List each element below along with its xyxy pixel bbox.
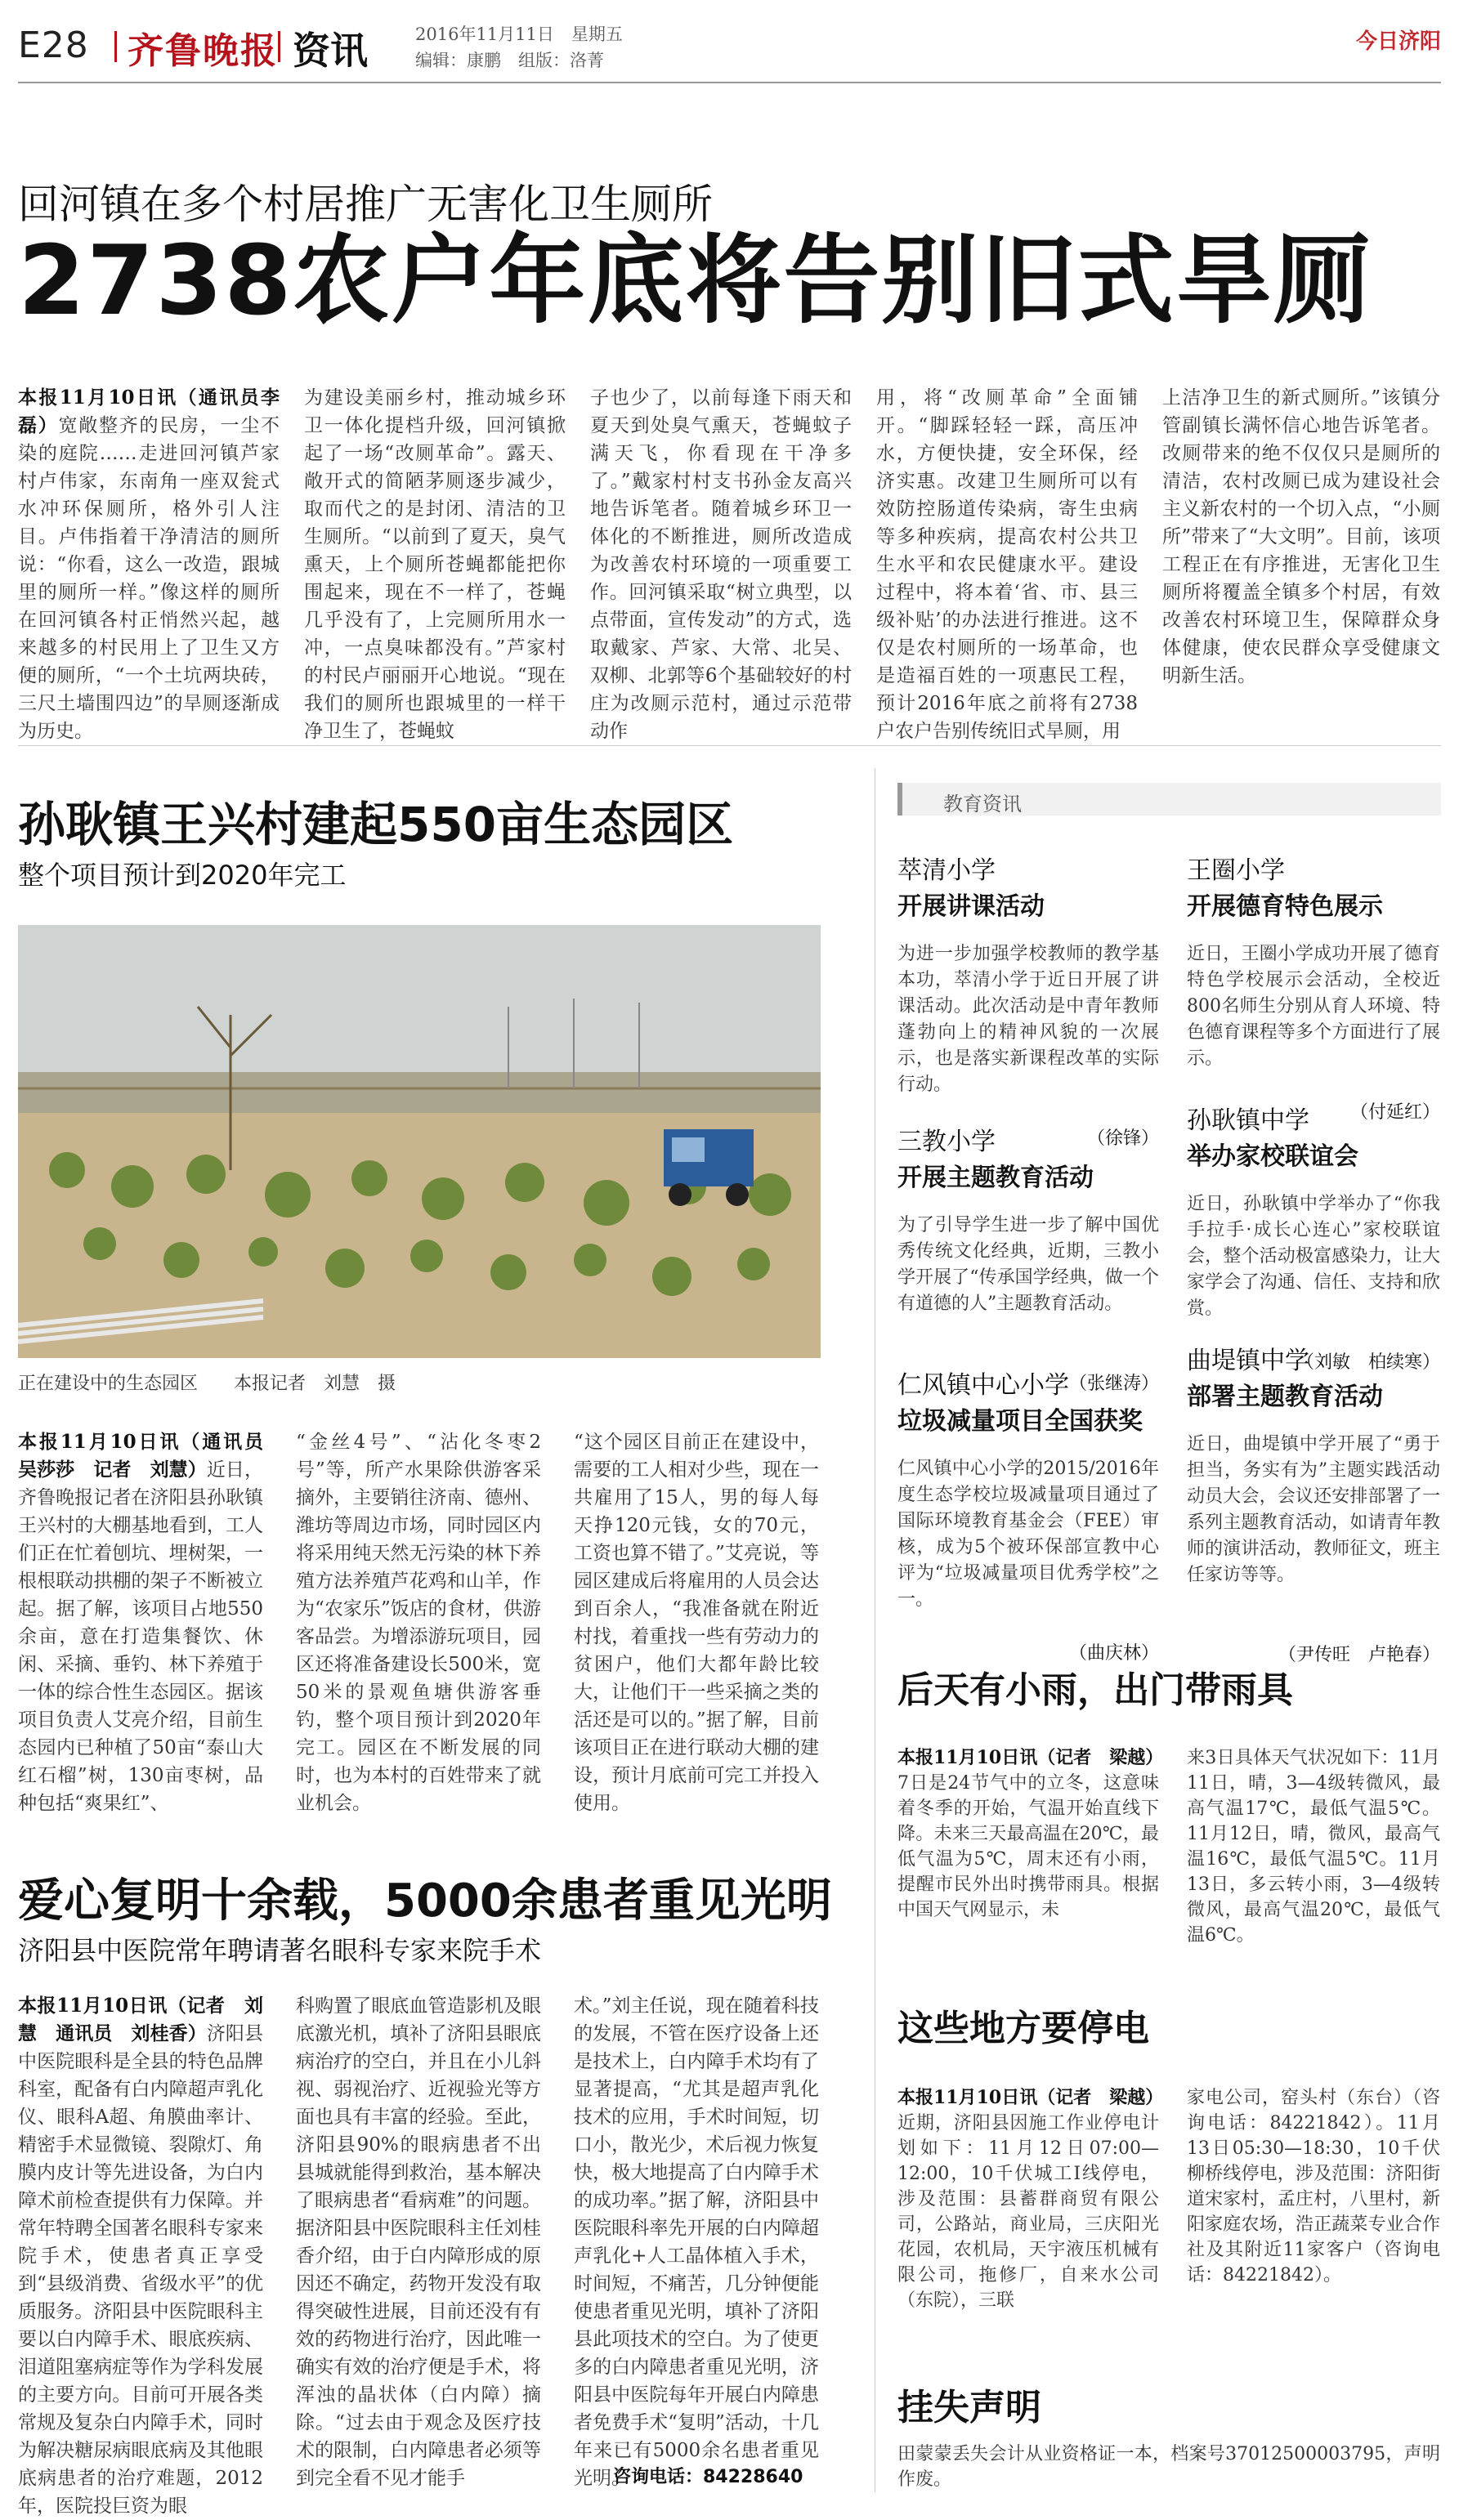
edu-item	[897, 850, 1159, 1150]
outage-column-2: 家电公司，窑头村（东台）（咨询电话：84221842）。11月13日05:30—18:30，10千伏柳桥线停电，涉及范围：济阳街道宋家村，孟庄村，八里村，新阳家庭农场，浩正蔬菜专业合作社及其附近11家客户（咨询电话：84221842）。	[1187, 2088, 1440, 2285]
edu-school: 仁风镇中心小学	[897, 1371, 1069, 1400]
edu-section-bar	[897, 783, 1441, 815]
story3-column-1: 本报11月10日讯（记者 刘慧 通讯员 刘桂香）济阳县中医院眼科是全县的特色品牌科室，配备有白内障超声乳化仪、眼科A超、角膜曲率计、精密手术显微镜、裂隙灯、角膜内皮计等先进设备，为白内障术前检查提供有力保障。并常年特聘全国著名眼科专家来院手术，使患者真正享受到“县级消费、省级水平”的优质服务。济阳县中医院眼科主要以白内障手术、眼底疾病、泪道阻塞病症等作为学科发展的主要方向。目前可开展各类常规及复杂白内障手术，同时为解决糖尿病眼底病及其他眼底病患者的治疗难题，2012年，医院投巨资为眼	[18, 1995, 264, 2517]
weather-headline: 后天有小雨，出门带雨具	[897, 1669, 1293, 1711]
edu-item	[1187, 1340, 1440, 1666]
outage-headline: 这些地方要停电	[897, 2008, 1149, 2049]
edu-byline: （张继涛）	[1068, 1374, 1159, 1394]
issue-date: 2016年11月11日 星期五	[415, 25, 623, 44]
story1-kicker: 回河镇在多个村居推广无害化卫生厕所	[18, 181, 713, 228]
eco-park-photo-image	[18, 925, 821, 1358]
edu-title: 垃圾减量项目全国获奖	[897, 1407, 1143, 1436]
story1-column-2: 为建设美丽乡村，推动城乡环卫一体化提档升级，回河镇掀起了一场“改厕革命”。露天、敞开式的简陋茅厕逐步减少，取而代之的是封闭、清洁的卫生厕所。“以前到了夏天，臭气熏天，上个厕所苍蝇都能把你围起来，现在不一样了，苍蝇几乎没有了，上完厕所用水一冲，一点臭味都没有。”芦家村的村民卢丽丽开心地说。“现在我们的厕所也跟城里的一样干净卫生了，苍蝇蚊	[304, 387, 566, 742]
section-title: 资讯	[293, 29, 368, 73]
photo-caption: 正在建设中的生态园区 本报记者 刘慧 摄	[18, 1374, 396, 1394]
story1-headline: 2738农户年底将告别旧式旱厕	[18, 224, 1372, 337]
edu-body: 近日，孙耿镇中学举办了“你我手拉手·成长心连心”家校联谊会，整个活动极富感染力，让大家学会了沟通、信任、支持和欣赏。	[1187, 1194, 1440, 1319]
notice-headline: 挂失声明	[897, 2387, 1041, 2428]
edu-title: 开展主题教育活动	[897, 1164, 1094, 1192]
edu-title: 部署主题教育活动	[1187, 1383, 1383, 1411]
edu-body: 近日，王圈小学成功开展了德育特色学校展示会活动，全校近800名师生分别从育人环境、特色德育课程等多个方面进行了展示。	[1187, 944, 1440, 1069]
edu-school: 孙耿镇中学	[1187, 1106, 1309, 1135]
edu-body: 为进一步加强学校教师的教学基本功，萃清小学于近日开展了讲课活动。此次活动是中青年教师蓬勃向上的精神风貌的一次展示，也是落实新课程改革的实际行动。	[897, 944, 1159, 1095]
edu-title: 举办家校联谊会	[1187, 1142, 1358, 1171]
story2-headline: 孙耿镇王兴村建起550亩生态园区	[18, 797, 734, 852]
section-rule	[18, 745, 1441, 746]
story1-column-5: 上洁净卫生的新式厕所。”该镇分管副镇长满怀信心地告诉笔者。改厕带来的绝不仅仅只是厕所的清洁，农村改厕已成为建设社会主义新农村的一个切入点，“小厕所”带来了“大文明”。目前，该项工程正在有序推进，无害化卫生厕所将覆盖全镇多个村居，有效改善农村环境卫生，保障群众身体健康，使农民群众享受健康文明新生活。	[1162, 387, 1440, 686]
edu-body: 近日，曲堤镇中学开展了“勇于担当，务实有为”主题实践活动动员大会，会议还安排部署了一系列主题教育活动，如请青年教师的演讲活动，教师征文，班主任家访等等。	[1187, 1434, 1440, 1585]
eco-park-photo	[18, 925, 821, 1358]
edu-school: 曲堤镇中学	[1187, 1347, 1309, 1375]
edu-school: 萃清小学	[897, 856, 996, 885]
story2-column-1: 本报11月10日讯（通讯员 吴莎莎 记者 刘慧）近日，齐鲁晚报记者在济阳县孙耿镇王兴村的大棚基地看到，工人们正在忙着刨坑、埋树架，一根根联动拱棚的架子不断被立起。据了解，该项目占地550余亩，意在打造集餐饮、休闲、采摘、垂钓、林下养殖于一体的综合性生态园区。据该项目负责人艾亮介绍，目前生态园内已种植了50亩“泰山大红石榴”树，130亩枣树，品种包括“爽果红”、	[18, 1431, 282, 1814]
masthead-rule	[18, 82, 1441, 83]
edu-body: 为了引导学生进一步了解中国优秀传统文化经典，近期，三教小学开展了“传承国学经典，做一个有道德的人”主题教育活动。	[897, 1215, 1159, 1314]
story1-column-4: 用，将“改厕革命”全面铺开。“脚踩轻轻一踩，高压冲水，方便快捷，安全环保，经济实惠。改建卫生厕所可以有效防控肠道传染病，寄生虫病等多种疾病，提高农村公共卫生水平和农民健康水平。建设过程中，将本着‘省、市、县三级补贴’的办法进行推进。这不仅是农村厕所的一场革命，也是造福百姓的一项惠民工程，预计2016年底之前将有2738户农户告别传统旧式旱厕，用	[876, 387, 1138, 742]
edu-item	[897, 1121, 1159, 1395]
story3-subhead: 济阳县中医院常年聘请著名眼科专家来院手术	[18, 1935, 542, 1966]
edu-byline: （刘敏 柏续寒）	[1296, 1352, 1440, 1373]
page-number: E28	[18, 25, 89, 66]
editors-line: 编辑：康鹏 组版：洛菁	[415, 51, 604, 70]
notice-body: 田蒙蒙丢失会计从业资格证一本，档案号37012500003795，声明作废。	[897, 2444, 1440, 2490]
edu-school: 三教小学	[897, 1128, 996, 1156]
story2-lead: 本报11月10日讯（通讯员 吴莎莎 记者 刘慧）	[18, 1431, 282, 1481]
hotline: 咨询电话：84228640	[613, 2467, 803, 2487]
weather-column-1: 本报11月10日讯（记者 梁越）7日是24节气中的立冬，这意味着冬季的开始，气温开始直线下降。未来三天最高温在20℃，最低气温为5℃，周末还有小雨，提醒市民外出时携带雨具。根据中国天气网显示，未	[897, 1747, 1164, 1920]
weather-lead: 本报11月10日讯（记者 梁越）	[897, 1747, 1164, 1768]
edu-title: 开展德育特色展示	[1187, 892, 1383, 921]
edu-section-title: 教育资讯	[943, 793, 1022, 815]
story2-subhead: 整个项目预计到2020年完工	[18, 860, 347, 891]
story3-column-3: 术。”刘主任说，现在随着科技的发展，不管在医疗设备上还是技术上，白内障手术均有了显著提高，“尤其是超声乳化技术的应用，手术时间短，切口小，散光少，术后视力恢复快，极大地提高了白内障手术的成功率。”据了解，济阳县中医院眼科率先开展的白内障超声乳化+人工晶体植入手术，时间短，不痛苦，几分钟便能使患者重见光明，填补了济阳县此项技术的空白。为了使更多的白内障患者重见光明，济阳县中医院每年开展白内障患者免费手术“复明”活动，十几年来已有5000余名患者重见光明。	[574, 1995, 819, 2489]
story3-column-2: 科购置了眼底血管造影机及眼底激光机，填补了济阳县眼底病治疗的空白，并且在小儿斜视、弱视治疗、近视验光等方面也具有丰富的经验。至此，济阳县90%的眼病患者不出县城就能得到救治，基本解决了眼病患者“看病难”的问题。据济阳县中医院眼科主任刘桂香介绍，由于白内障形成的原因还不确定，药物开发没有取得突破性进展，目前还没有有效的药物进行治疗，因此唯一确实有效的治疗便是手术，将浑浊的晶状体（白内障）摘除。“过去由于观念及医疗技术的限制，白内障患者必须等到完全看不见才能手	[296, 1995, 541, 2489]
edu-title: 开展讲课活动	[897, 892, 1045, 921]
edu-school: 王圈小学	[1187, 856, 1285, 885]
edu-byline: （曲庆林）	[1068, 1643, 1159, 1664]
story2-column-2: “金丝4号”、“沾化冬枣2号”等，所产水果除供游客采摘外，主要销往济南、德州、潍坊等周边市场，同时园区内将采用纯天然无污染的林下养殖方法养殖芦花鸡和山羊，作为“农家乐”饭店的食材，供游客品尝。为增添游玩项目，园区还将准备建设长500米，宽50米的景观鱼塘供游客垂钓，整个项目预计到2020年完工。园区在不断发展的同时，也为本村的百姓带来了就业机会。	[296, 1432, 541, 1814]
story1-column-1: 本报11月10日讯（通讯员李磊）宽敞整齐的民房，一尘不染的庭院……走进回河镇芦家村卢伟家，东南角一座双瓮式水冲环保厕所，格外引人注目。卢伟指着干净清洁的厕所说：“你看，这么一改造，跟城里的厕所一样。”像这样的厕所在回河镇各村正悄然兴起，越来越多的村民用上了卫生又方便的厕所，“一个土坑两块砖，三尺土墙围四边”的旱厕逐渐成为历史。	[18, 386, 280, 742]
edu-item	[1187, 1100, 1440, 1374]
story1-lead: 本报11月10日讯（通讯员李磊）	[18, 386, 280, 436]
edu-item	[897, 1365, 1159, 1664]
edu-body: 仁风镇中心小学的2015/2016年度生态学校垃圾减量项目通过了国际环境教育基金会（FEE）审核，成为5个被环保部宣教中心评为“垃圾减量项目优秀学校”之一。	[897, 1459, 1159, 1610]
story1-column-3: 子也少了，以前每逢下雨天和夏天到处臭气熏天，苍蝇蚊子满天飞，你看现在干净多了。”戴家村村支书孙金友高兴地告诉笔者。随着城乡环卫一体化的不断推进，厕所改造成为改善农村环境的一项重要工作。回河镇采取“树立典型，以点带面，宣传发动”的方式，选取戴家、芦家、大常、北吴、双柳、北郭等6个基础较好的村庄为改厕示范村，通过示范带动作	[590, 387, 852, 742]
edu-item	[1187, 850, 1440, 1124]
edu-byline: （付延红）	[1349, 1102, 1440, 1123]
edition-brand: 今日济阳	[1355, 29, 1441, 54]
outage-lead: 本报11月10日讯（记者 梁越）	[897, 2087, 1164, 2108]
masthead	[18, 18, 1441, 75]
weather-column-2: 来3日具体天气状况如下：11月11日，晴，3—4级转微风，最高气温17℃，最低气温5℃。11月12日，晴，微风，最高气温16℃，最低气温5℃。11月13日，多云转小雨，3—4级转微风，最高气温20℃，最低气温6℃。	[1187, 1748, 1440, 1946]
story3-lead: 本报11月10日讯（记者 刘慧 通讯员 刘桂香）	[18, 1995, 263, 2044]
edu-byline: （徐锋）	[1086, 1128, 1159, 1149]
edu-byline: （尹传旺 卢艳春）	[1278, 1645, 1440, 1665]
outage-column-1: 本报11月10日讯（记者 梁越）近期，济阳县因施工作业停电计划如下：11月12日07:00—12:00，10千伏城工Ⅰ线停电，涉及范围：县蓄群商贸有限公司，公路站，商业局，三庆阳光花园，农机局，天宇液压机械有限公司，拖修厂，自来水公司（东院），三联	[897, 2087, 1164, 2311]
story3-headline: 爱心复明十余载，5000余患者重见光明	[18, 1874, 832, 1928]
masthead-divider	[278, 31, 280, 62]
masthead-divider	[114, 31, 117, 62]
story2-column-3: “这个园区目前正在建设中，需要的工人相对少些，现在一共雇用了15人，男的每人每天挣120元钱，女的70元，工资也算不错了。”艾亮说，等园区建成后将雇用的人员会达到百余人，“我准备就在附近村找，着重找一些有劳动力的贫困户，他们大都年龄比较大，让他们干一些采摘之类的活还是可以的。”据了解，目前该项目正在进行联动大棚的建设，预计月底前可完工并投入使用。	[574, 1432, 819, 1814]
paper-logo: 齐鲁晚报	[128, 30, 278, 72]
